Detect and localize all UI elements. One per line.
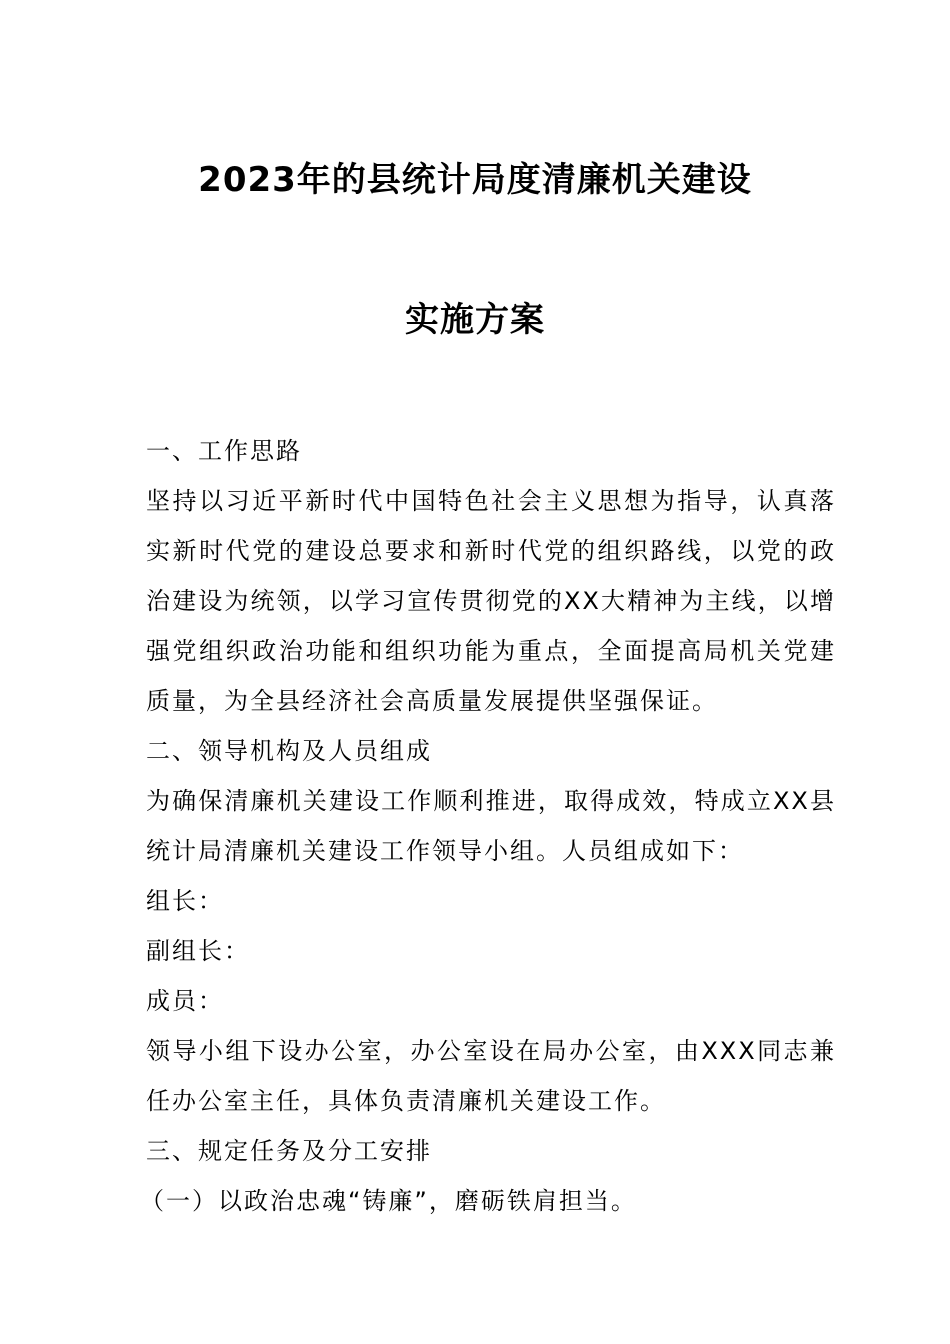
document-title-line-2: 实施方案 — [405, 300, 545, 340]
section-heading-3: 三、规定任务及分工安排 — [146, 1137, 432, 1165]
section-heading-2: 二、领导机构及人员组成 — [146, 737, 432, 765]
paragraph-office: 领导小组下设办公室，办公室设在局办公室，由XXX同志兼任办公室主任，具体负责清廉机关建设工作。 — [146, 1037, 836, 1115]
paragraph-leading-group: 为确保清廉机关建设工作顺利推进，取得成效，特成立XX县统计局清廉机关建设工作领导小组。人员组成如下： — [146, 787, 836, 865]
field-deputy-leader: 副组长： — [146, 937, 250, 965]
paragraph-work-approach: 坚持以习近平新时代中国特色社会主义思想为指导，认真落实新时代党的建设总要求和新时代党的组织路线，以党的政治建设为统领，以学习宣传贯彻党的XX大精神为主线，以增强党组织政治功能和组织功能为重点，全面提高局机关党建质量，为全县经济社会高质量发展提供坚强保证。 — [146, 487, 836, 715]
section-heading-1: 一、工作思路 — [146, 437, 302, 465]
field-group-leader: 组长： — [146, 887, 224, 915]
field-members: 成员： — [146, 987, 224, 1015]
document-title-line-1: 2023年的县统计局度清廉机关建设 — [198, 160, 752, 200]
document-body — [140, 426, 836, 1226]
subsection-heading-1: （一）以政治忠魂“铸廉”，磨砺铁肩担当。 — [140, 1187, 637, 1215]
